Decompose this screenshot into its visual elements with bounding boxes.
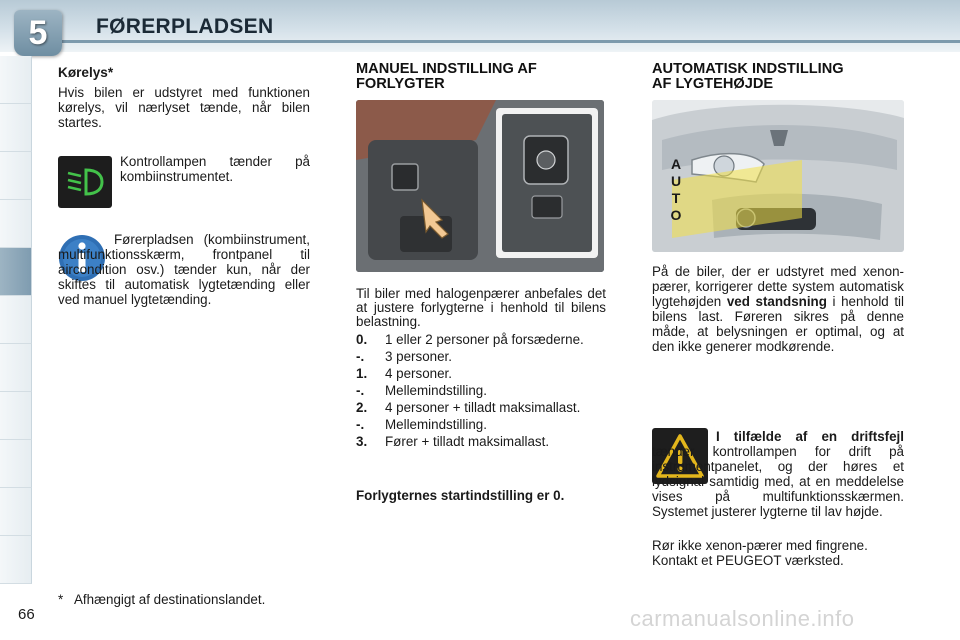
page-number: 66	[18, 606, 35, 623]
auto-letter: A	[670, 156, 682, 172]
list-item	[356, 350, 606, 364]
rail-tab-3[interactable]	[0, 152, 32, 200]
auto-heading-line2: AF LYGTEHØJDE	[652, 76, 774, 92]
auto-description-bold: ved standsning	[726, 294, 827, 309]
list-value: Mellemindstilling.	[385, 417, 487, 432]
list-value: 3 personer.	[385, 349, 452, 364]
warning-text	[652, 429, 904, 519]
manual-section-heading	[356, 62, 606, 92]
load-list	[356, 330, 606, 449]
chapter-number: 5	[28, 13, 48, 52]
rail-tab-4[interactable]	[0, 200, 32, 248]
page-title: FØRERPLADSEN	[96, 15, 274, 38]
list-key: 3.	[356, 434, 368, 449]
list-value: 4 personer + tilladt maksimallast.	[385, 400, 581, 415]
auto-heading-line1: AUTOMATISK INDSTILLING	[652, 61, 844, 77]
daylight-section	[58, 65, 310, 130]
auto-section-heading	[652, 62, 904, 92]
footnote	[58, 592, 265, 607]
rail-tab-8[interactable]	[0, 392, 32, 440]
list-item	[356, 418, 606, 432]
auto-letter: T	[671, 190, 681, 206]
xenon-note: Rør ikke xenon-pærer med fingrene. Kontakt et PEUGEOT værksted.	[652, 538, 868, 568]
list-value: 1 eller 2 personer på forsæderne.	[385, 332, 584, 347]
warning-bold: I tilfælde af en driftsfejl	[716, 429, 904, 444]
dipped-beam-indicator-icon	[58, 156, 112, 208]
rail-tab-10[interactable]	[0, 488, 32, 536]
warning-body: tænder kontrollampen for drift på instrumentpanelet, og der høres et lydsignal samtidig med, at en meddelelse vises på multifunktionsskærmen. Systemet justerer lygterne til lav højde.	[652, 444, 904, 519]
list-item	[356, 367, 606, 381]
daylight-heading: Kørelys*	[58, 65, 114, 80]
rail-tab-11[interactable]	[0, 536, 32, 584]
list-key: -.	[356, 417, 365, 432]
list-key: 0.	[356, 332, 368, 347]
list-value: Fører + tilladt maksimallast.	[385, 434, 550, 449]
rail-tab-5-active[interactable]	[0, 248, 32, 296]
list-key: -.	[356, 383, 365, 398]
manual-heading-line2: FORLYGTER	[356, 76, 445, 92]
auto-description	[652, 264, 904, 354]
list-key: 2.	[356, 400, 368, 415]
watermark: carmanualsonline.info	[630, 606, 855, 631]
rail-tab-9[interactable]	[0, 440, 32, 488]
daylight-intro: Hvis bilen er udstyret med funktionen kørelys, vil nærlyset tænde, når bilen startes.	[58, 85, 310, 130]
rail-tab-2[interactable]	[0, 104, 32, 152]
auto-description-pre: På de biler, der er udstyret med xenon-pærer, korrigerer dette system automatisk lygtehøjden	[652, 264, 904, 309]
auto-description-post: i henhold til bilens last. Føreren sikres på denne måde, at belysningen er optimal, og at den ikke generer modkørende.	[652, 294, 905, 354]
list-item	[356, 435, 606, 449]
chapter-tab	[14, 10, 62, 56]
manual-heading-line1: MANUEL INDSTILLING AF	[356, 61, 537, 77]
list-key: 1.	[356, 366, 368, 381]
chapter-rail	[0, 56, 34, 580]
auto-letter: U	[670, 173, 682, 189]
list-item	[356, 401, 606, 415]
footnote-star: *	[58, 592, 64, 607]
list-value: Mellemindstilling.	[385, 383, 487, 398]
auto-label	[666, 156, 686, 224]
list-item	[356, 333, 606, 347]
rail-tab-6[interactable]	[0, 296, 32, 344]
indicator-text: Kontrollampen tænder på kombiinstrumentet.	[120, 154, 310, 184]
headlamp-adjuster-photo	[356, 100, 604, 272]
manual-intro: Til biler med halogenpærer anbefales det at justere forlygterne i henhold til bilens belastning.	[356, 286, 606, 329]
car-front-photo	[652, 100, 904, 252]
auto-letter: O	[670, 207, 682, 223]
header-rule	[60, 40, 960, 43]
info-text: Førerpladsen (kombiinstrument, multifunktionsskærm, frontpanel til aircondition osv.) tænder kun, når der skiftes til automatisk lygtetænding eller ved manuel lygtetænding.	[58, 232, 310, 307]
rail-tab-1[interactable]	[0, 56, 32, 104]
start-setting-note: Forlygternes startindstilling er 0.	[356, 488, 565, 503]
list-value: 4 personer.	[385, 366, 452, 381]
list-key: -.	[356, 349, 365, 364]
rail-tab-7[interactable]	[0, 344, 32, 392]
footnote-text: Afhængigt af destinationslandet.	[74, 592, 266, 607]
list-item	[356, 384, 606, 398]
